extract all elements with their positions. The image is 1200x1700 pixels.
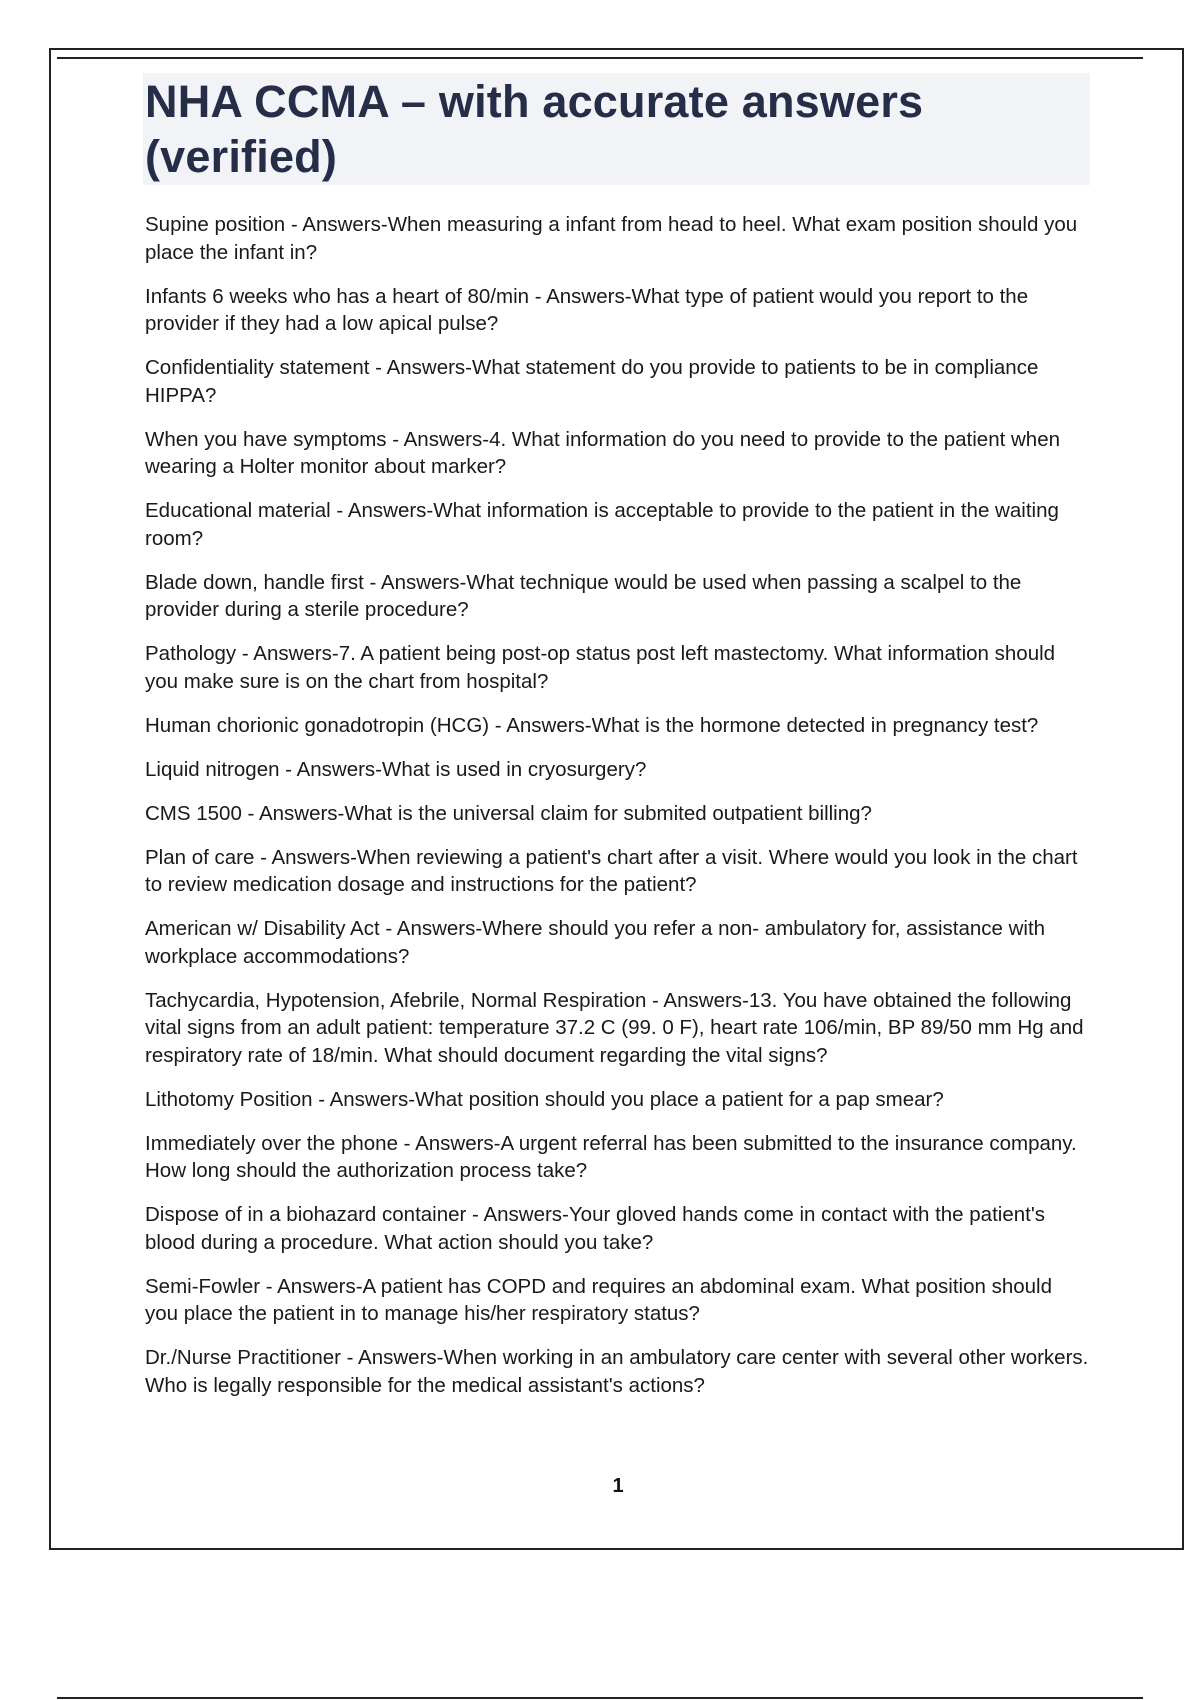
qa-item: Blade down, handle first - Answers-What technique would be used when passing a scalpel to the provider during a sterile procedure? [145,570,1022,621]
qa-item: Confidentiality statement - Answers-What statement do you provide to patients to be in compliance HIPPA? [145,356,1039,407]
document-title: NHA CCMA – with accurate answers (verified) [145,76,924,182]
qa-item: Liquid nitrogen - Answers-What is used in cryosurgery? [145,757,647,781]
qa-item: Plan of care - Answers-When reviewing a patient's chart after a visit. Where would you look in the chart to review medication dosage and instructions for the patient? [145,845,1078,896]
qa-item: Human chorionic gonadotropin (HCG) - Answers-What is the hormone detected in pregnancy test? [145,713,1039,737]
qa-item: Tachycardia, Hypotension, Afebrile, Normal Respiration - Answers-13. You have obtained the following vital signs from an adult patient: temperature 37.2 C (99. 0 F), heart rate 106/min, BP 89/50 mm Hg and respiratory rate of 18/min. What should document regarding the vital signs? [145,988,1084,1067]
qa-item: Immediately over the phone - Answers-A urgent referral has been submitted to the insurance company. How long should the authorization process take? [145,1131,1077,1182]
qa-item: When you have symptoms - Answers-4. What information do you need to provide to the patient when wearing a Holter monitor about marker? [145,427,1061,478]
qa-item: American w/ Disability Act - Answers-Where should you refer a non- ambulatory for, assistance with workplace accommodations? [145,917,1046,968]
qa-item: Pathology - Answers-7. A patient being post-op status post left mastectomy. What information should you make sure is on the chart from hospital? [145,642,1056,693]
qa-item: CMS 1500 - Answers-What is the universal claim for submited outpatient billing? [145,801,872,825]
qa-item: Educational material - Answers-What information is acceptable to provide to the patient in the waiting room? [145,499,1059,550]
qa-item: Supine position - Answers-When measuring a infant from head to heel. What exam position should you place the infant in? [145,213,1078,264]
qa-item: Dr./Nurse Practitioner - Answers-When working in an ambulatory care center with several other workers. Who is legally responsible for the medical assistant's actions? [145,1346,1089,1397]
qa-item: Infants 6 weeks who has a heart of 80/min - Answers-What type of patient would you report to the provider if they had a low apical pulse? [145,284,1029,335]
qa-list [145,211,1090,1416]
bottom-rule [57,1697,1143,1699]
page-number: 1 [612,1475,624,1497]
qa-item: Dispose of in a biohazard container - Answers-Your gloved hands come in contact with the patient's blood during a procedure. What action should you take? [145,1203,1045,1254]
qa-item: Semi-Fowler - Answers-A patient has COPD and requires an abdominal exam. What position should you place the patient in to manage his/her respiratory status? [145,1274,1052,1325]
qa-item: Lithotomy Position - Answers-What position should you place a patient for a pap smear? [145,1087,944,1111]
